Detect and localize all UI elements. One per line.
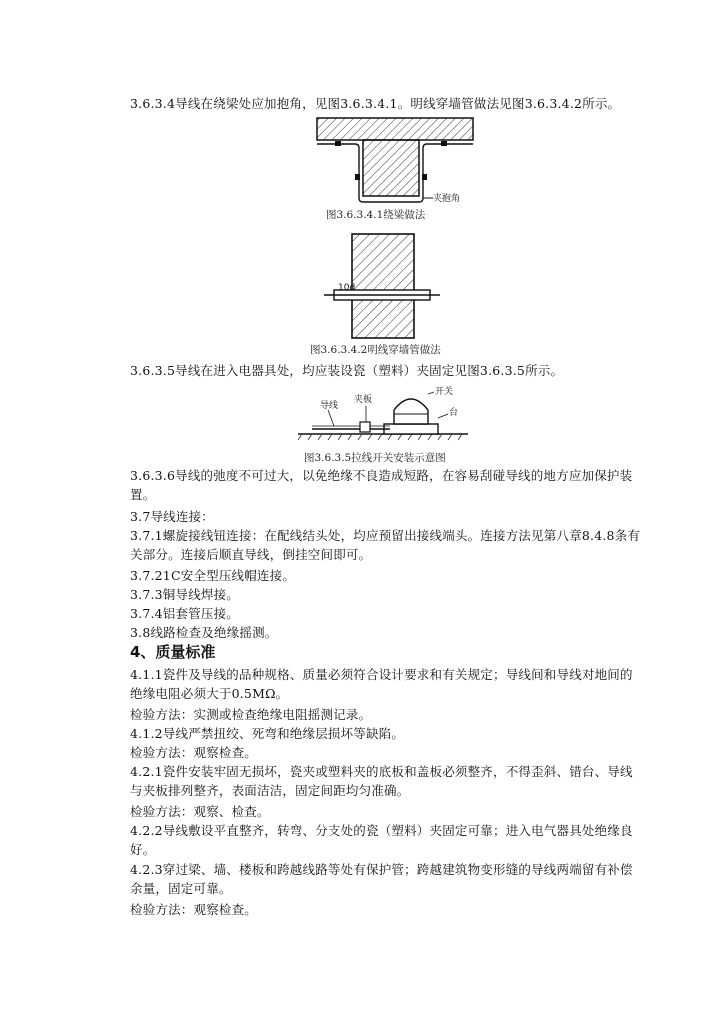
paragraph-3-7-3: 3.7.3铜导线焊接。 [130,587,240,602]
paragraph-4-2-1: 4.2.1瓷件安装牢固无损坏，瓷夹或塑料夹的底板和盖板必须整齐，不得歪斜、错台、导线与夹板排列整齐，表面洁洁，固定间距均匀准确。 [130,764,633,798]
paragraph-3-7-1: 3.7.1螺旋接线钮连接：在配线结头处，均应预留出接线端头。连接方法见第八章8.4.8条有关部分。连接后顺直导线，倒挂空间即可。 [130,528,641,562]
paragraph-4-1-1: 4.1.1瓷件及导线的品种规格、质量必须符合设计要求和有关规定；导线间和导线对地间的绝缘电阻必须大于0.5MΩ。 [130,667,633,701]
paragraph-4-2-3: 4.2.3穿过梁、墙、楼板和跨越线路等处有保护管；跨越建筑物变形缝的导线两端留有补偿余量，固定可靠。 [130,862,633,896]
wall-sleeve-figure [322,232,442,340]
paragraph-3-6-3-5: 3.6.3.5导线在进入电器具处，均应装设瓷（塑料）夹固定见图3.6.3.5所示。 [130,363,564,378]
paragraph-4-1-2: 4.1.2导线严禁扭绞、死弯和绝缘层损坏等缺陷。 [130,726,405,741]
paragraph-3-6-3-6: 3.6.3.6导线的弛度不可过大，以免绝缘不良造成短路，在容易刮碰导线的地方应加保护装置。 [130,468,633,502]
inspection-method-3: 检验方法：观察、检查。 [130,804,270,819]
board-label: 台 [449,408,459,418]
inspection-method-4: 检验方法：观察检查。 [130,902,258,917]
clip-label: 夹板 [354,395,373,405]
sleeve-length-label: 10d [338,283,356,293]
wire-label: 导线 [320,401,339,411]
paragraph-3-8: 3.8线路检查及绝缘摇测。 [130,625,278,640]
inspection-method-1: 检验方法：实测或检查绝缘电阻摇测记录。 [130,707,372,722]
beam-wrap-figure [315,114,475,206]
figure-caption-beam-wrap: 图3.6.3.4.1绕梁做法 [326,209,426,221]
paragraph-3-7-2: 3.7.21C安全型压线帽连接。 [130,568,296,583]
paragraph-3-6-3-4: 3.6.3.4导线在绕梁处应加抱角，见图3.6.3.4.1。明线穿墙管做法见图3.6.3.4.2所示。 [130,96,621,111]
paragraph-4-2-2: 4.2.2导线敷设平直整齐，转弯、分支处的瓷（塑料）夹固定可靠；进入电气器具处绝缘良好。 [130,823,633,857]
wrap-corner-label: 夹抱角 [433,194,461,204]
figure-caption-wall-sleeve: 图3.6.3.4.2明线穿墙管做法 [310,344,441,356]
inspection-method-2: 检验方法：观察检查。 [130,745,258,760]
paragraph-3-7: 3.7导线连接： [130,509,214,524]
pull-switch-figure [298,382,468,442]
section-heading-quality: 4、质量标准 [130,643,216,661]
paragraph-3-7-4: 3.7.4铝套管压接。 [130,606,240,621]
switch-label: 开关 [435,387,454,397]
figure-caption-pull-switch: 图3.6.3.5拉线开关安装示意图 [304,452,446,464]
